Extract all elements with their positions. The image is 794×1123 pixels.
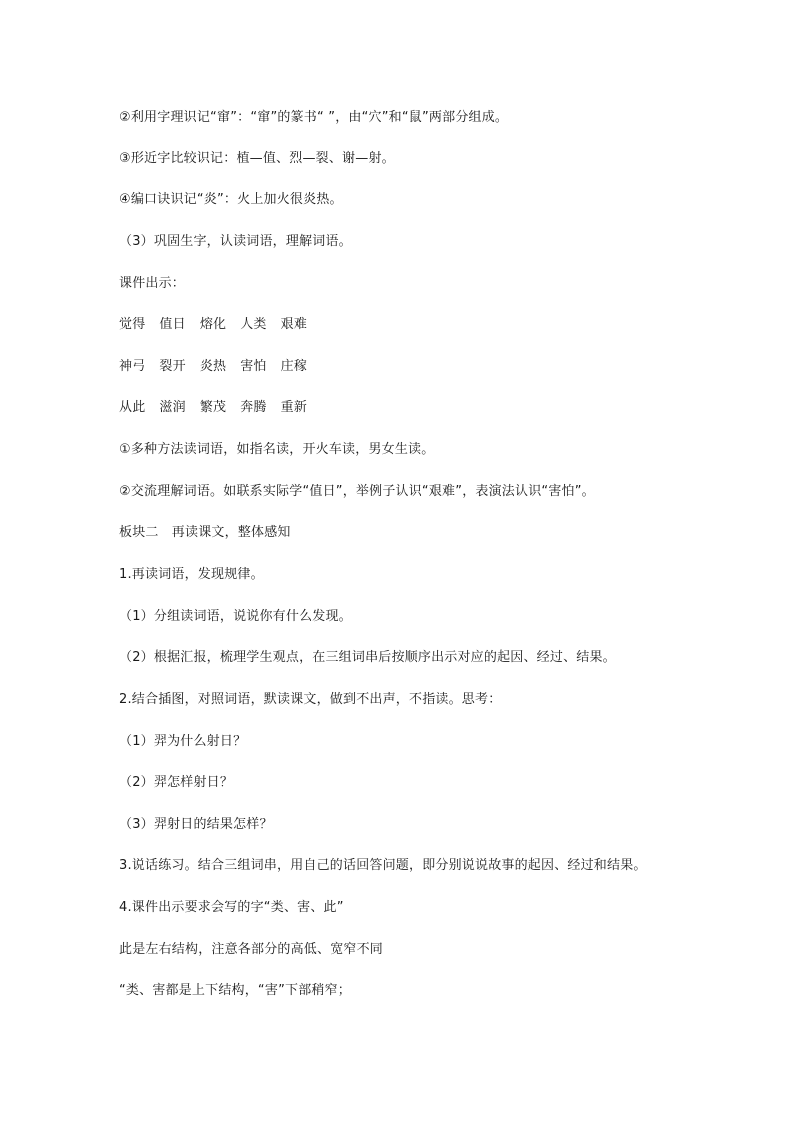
section-heading: 板块二 再读课文，整体感知 [119,525,291,540]
word-row [119,316,307,334]
text-line: 1.再读词语，发现规律。 [119,567,264,582]
text-line: 此是左右结构，注意各部分的高低、宽窄不同 [119,942,384,957]
word: 滋润 [159,400,186,415]
text-line: （3）羿射日的结果怎样？ [119,817,273,832]
word-row [119,358,307,376]
word: 人类 [240,317,267,332]
word: 熔化 [199,317,227,332]
word: 奔腾 [240,400,267,415]
text-line: ③形近字比较识记：植—值、烈—裂、谢—射。 [119,151,395,166]
text-line: ①多种方法读词语，如指名读，开火车读，男女生读。 [119,442,435,457]
text-line: 2.结合插图，对照词语，默读课文，做到不出声，不指读。思考： [119,692,502,707]
text-line: （3）巩固生字，认读词语，理解词语。 [119,234,352,249]
word: 神弓 [119,359,146,374]
text-line: （2）羿怎样射日？ [119,775,234,790]
word: 繁茂 [199,400,227,415]
text-line: ④编口诀识记“炎”：火上加火很炎热。 [119,192,343,207]
text-line: ②利用字理识记“窜”：“窜”的篆书“ ”，由“穴”和“鼠”两部分组成。 [119,110,509,125]
text-line: 课件出示： [119,276,186,291]
word: 裂开 [159,359,186,374]
text-line: “类、害都是上下结构，“害”下部稍窄； [119,983,352,998]
text-line: ②交流理解词语。如联系实际学“值日”，举例子认识“艰难”，表演法认识“害怕”。 [119,484,595,499]
word: 值日 [159,317,186,332]
text-line: （2）根据汇报，梳理学生观点，在三组词串后按顺序出示对应的起因、经过、结果。 [119,650,616,665]
word: 从此 [119,400,146,415]
text-line: （1）羿为什么射日？ [119,734,247,749]
text-line: 4.课件出示要求会写的字“类、害、此” [119,900,344,915]
word: 炎热 [199,359,227,374]
word: 害怕 [240,359,267,374]
text-line: （1）分组读词语，说说你有什么发现。 [119,609,352,624]
word: 艰难 [280,317,308,332]
text-line: 3.说话练习。结合三组词串，用自己的话回答问题，即分别说说故事的起因、经过和结果。 [119,858,647,873]
word-row [119,399,307,417]
word: 觉得 [119,317,146,332]
word: 重新 [280,400,308,415]
word: 庄稼 [280,359,308,374]
